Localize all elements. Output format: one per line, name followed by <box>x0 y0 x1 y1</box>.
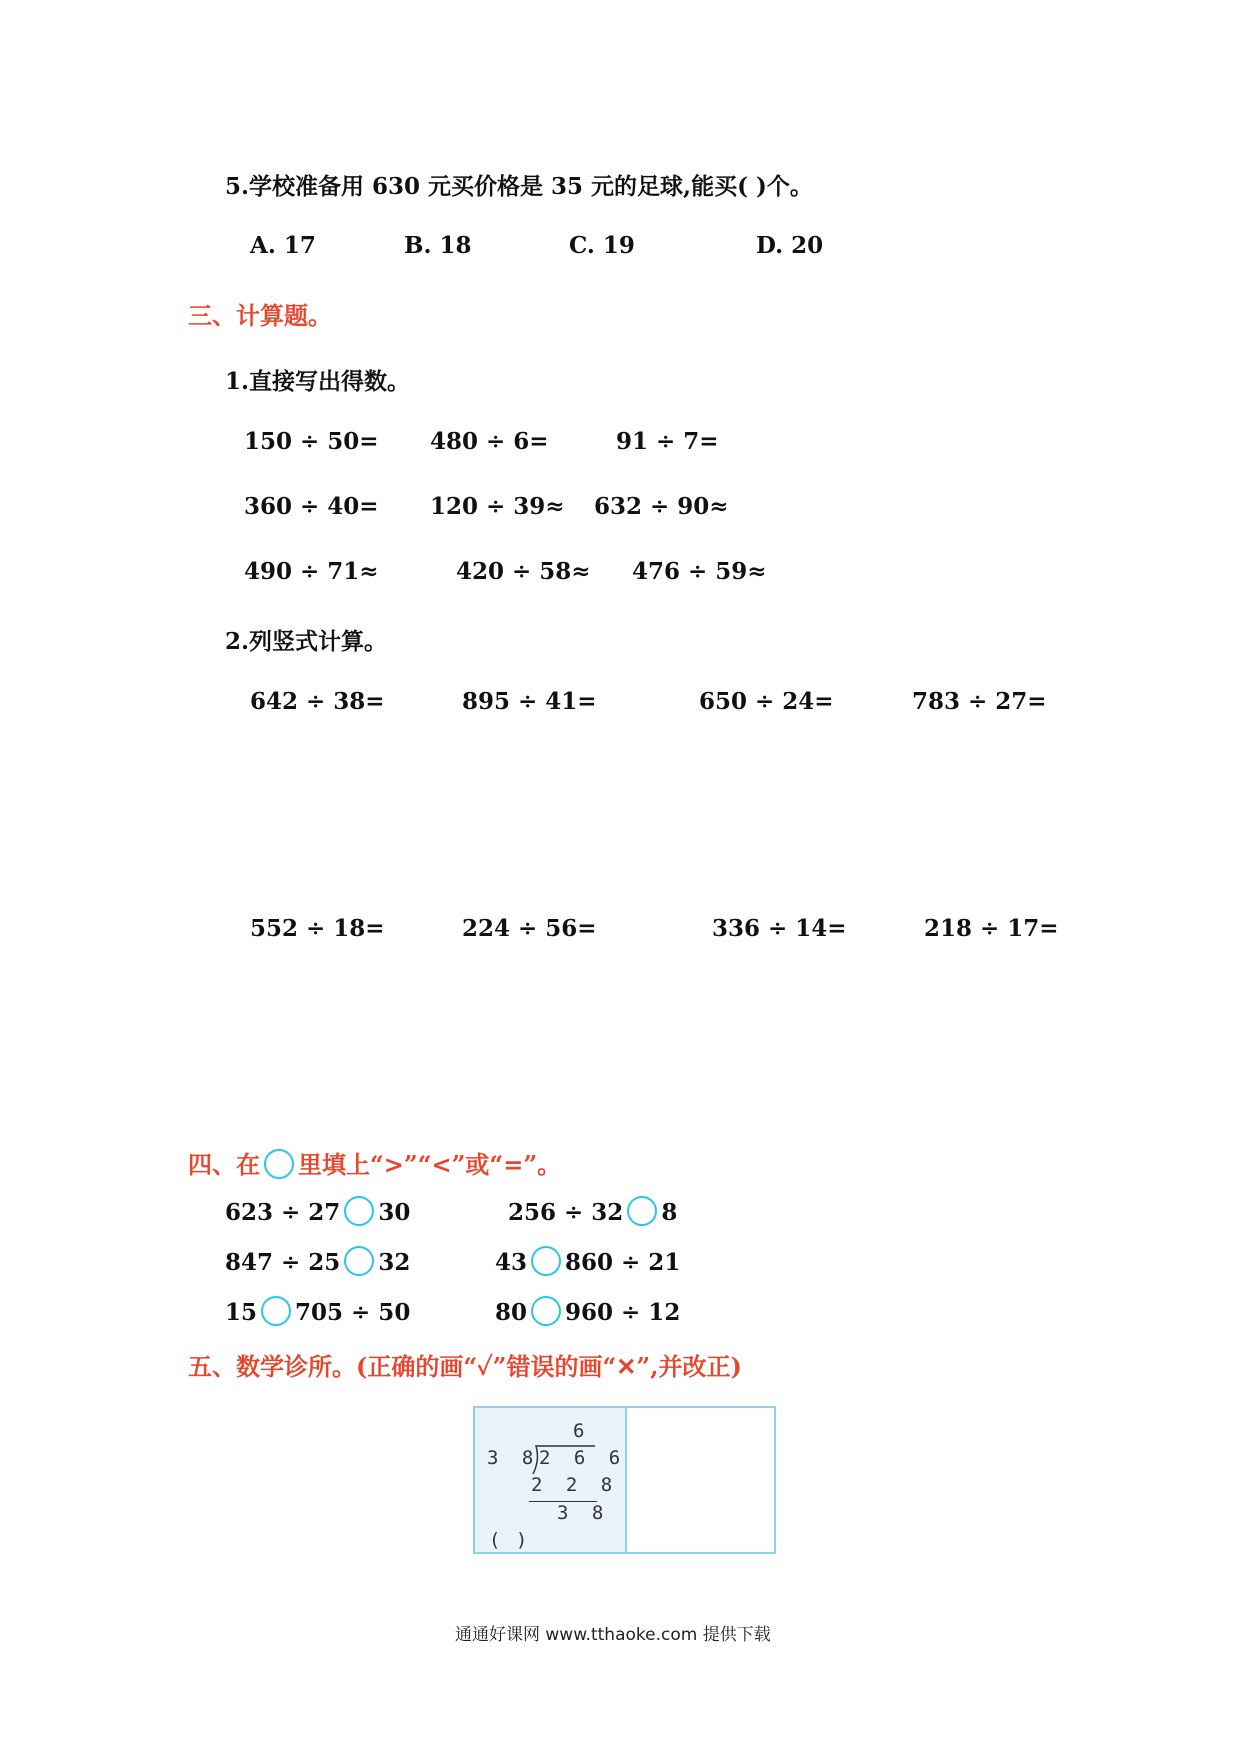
compare-answer-circle[interactable] <box>531 1246 561 1276</box>
section-4-heading-end: 里填上“>”“<”或“=”。 <box>298 1150 562 1179</box>
oral-calc-item: 420 ÷ 58≈ <box>456 558 591 585</box>
footer-credit: 通通好课网 www.tthaoke.com 提供下载 <box>455 1625 771 1645</box>
question-5-text: 5.学校准备用 630 元买价格是 35 元的足球,能买( )个。 <box>225 173 813 200</box>
compare-item <box>225 1296 410 1326</box>
oral-calc-item: 632 ÷ 90≈ <box>594 493 729 520</box>
oral-calc-item: 480 ÷ 6= <box>430 428 549 455</box>
option-d: D. 20 <box>756 232 824 259</box>
oral-calc-item: 150 ÷ 50= <box>244 428 379 455</box>
compare-left: 80 <box>495 1299 528 1326</box>
compare-item <box>508 1196 677 1226</box>
compare-right: 705 ÷ 50 <box>295 1299 411 1326</box>
vertical-calc-item: 895 ÷ 41= <box>462 688 597 715</box>
oral-calc-item: 476 ÷ 59≈ <box>632 558 767 585</box>
compare-item <box>495 1246 680 1276</box>
section-4-heading-start: 四、在 <box>188 1150 260 1179</box>
vertical-calc-item: 336 ÷ 14= <box>712 915 847 942</box>
judgment-paren: ( ) <box>489 1529 530 1551</box>
section-5-heading: 五、数学诊所。(正确的画“✓”错误的画“✕”,并改正) <box>188 1352 742 1381</box>
compare-left: 256 ÷ 32 <box>508 1199 624 1226</box>
part-1-heading: 1.直接写出得数。 <box>225 368 411 395</box>
compare-answer-circle[interactable] <box>344 1246 374 1276</box>
divisor: 3 8 <box>487 1447 540 1469</box>
option-c: C. 19 <box>569 232 635 259</box>
section-4-heading <box>188 1145 561 1180</box>
diagnosis-box <box>473 1406 776 1554</box>
compare-left: 15 <box>225 1299 258 1326</box>
remainder: 3 8 <box>557 1502 610 1524</box>
option-a: A. 17 <box>250 232 316 259</box>
compare-right: 30 <box>378 1199 411 1226</box>
vertical-calc-item: 224 ÷ 56= <box>462 915 597 942</box>
oral-calc-item: 490 ÷ 71≈ <box>244 558 379 585</box>
compare-answer-circle[interactable] <box>531 1296 561 1326</box>
section-3-heading: 三、计算题。 <box>188 301 332 330</box>
option-b: B. 18 <box>404 232 472 259</box>
oral-calc-item: 91 ÷ 7= <box>616 428 719 455</box>
compare-right: 860 ÷ 21 <box>565 1249 681 1276</box>
blank-circle-icon <box>264 1149 294 1179</box>
compare-item <box>225 1196 410 1226</box>
oral-calc-item: 360 ÷ 40= <box>244 493 379 520</box>
dividend: 2 6 6 <box>539 1447 627 1469</box>
compare-item <box>495 1296 680 1326</box>
part-2-heading: 2.列竖式计算。 <box>225 628 388 655</box>
compare-left: 623 ÷ 27 <box>225 1199 341 1226</box>
compare-right: 32 <box>378 1249 411 1276</box>
compare-item <box>225 1246 410 1276</box>
vertical-calc-item: 552 ÷ 18= <box>250 915 385 942</box>
oral-calc-item: 120 ÷ 39≈ <box>430 493 565 520</box>
vertical-calc-item: 650 ÷ 24= <box>699 688 834 715</box>
compare-answer-circle[interactable] <box>261 1296 291 1326</box>
compare-right: 8 <box>661 1199 678 1226</box>
correction-area[interactable] <box>627 1408 774 1552</box>
quotient: 6 <box>573 1420 591 1442</box>
compare-answer-circle[interactable] <box>344 1196 374 1226</box>
compare-left: 847 ÷ 25 <box>225 1249 341 1276</box>
vertical-calc-item: 783 ÷ 27= <box>912 688 1047 715</box>
vertical-calc-item: 642 ÷ 38= <box>250 688 385 715</box>
product: 2 2 8 <box>531 1474 619 1496</box>
compare-answer-circle[interactable] <box>627 1196 657 1226</box>
compare-left: 43 <box>495 1249 528 1276</box>
long-division-panel <box>475 1408 627 1552</box>
vertical-calc-item: 218 ÷ 17= <box>924 915 1059 942</box>
compare-right: 960 ÷ 12 <box>565 1299 681 1326</box>
